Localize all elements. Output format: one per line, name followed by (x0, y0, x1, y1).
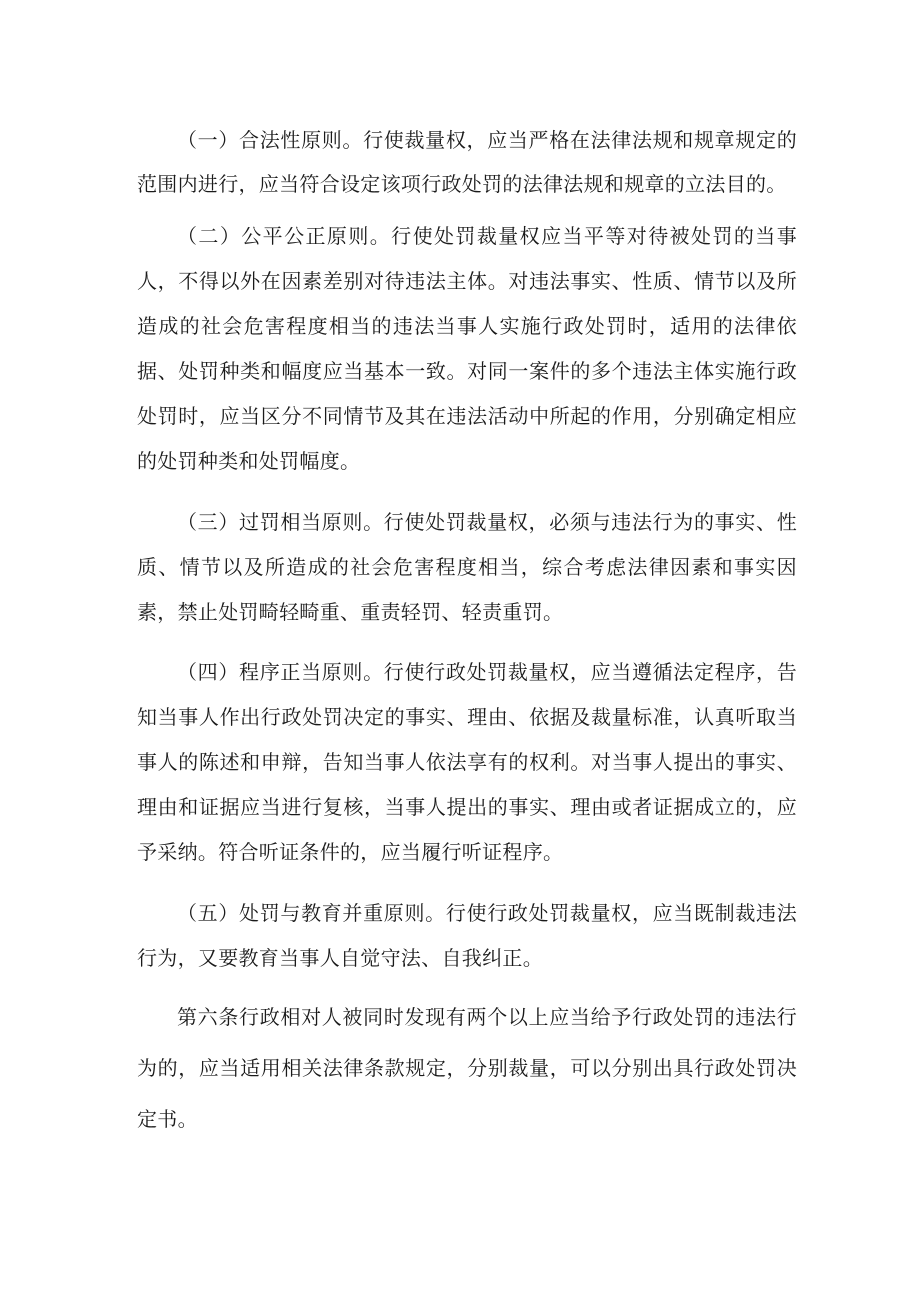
paragraph-principle-fairness: （二）公平公正原则。行使处罚裁量权应当平等对待被处罚的当事人，不得以外在因素差别对待违法主体。对违法事实、性质、情节以及所造成的社会危害程度相当的违法当事人实施行政处罚时，适用的法律依据、处罚种类和幅度应当基本一致。对同一案件的多个违法主体实施行政处罚时，应当区分不同情节及其在违法活动中所起的作用，分别确定相应的处罚种类和处罚幅度。 (137, 224, 797, 473)
paragraph-article-six: 第六条行政相对人被同时发现有两个以上应当给予行政处罚的违法行为的，应当适用相关法律条款规定，分别裁量，可以分别出具行政处罚决定书。 (137, 1005, 797, 1131)
paragraph-principle-proportionality: （三）过罚相当原则。行使处罚裁量权，必须与违法行为的事实、性质、情节以及所造成的社会危害程度相当，综合考虑法律因素和事实因素，禁止处罚畸轻畸重、重责轻罚、轻责重罚。 (137, 510, 797, 624)
paragraph-principle-legality: （一）合法性原则。行使裁量权，应当严格在法律法规和规章规定的范围内进行，应当符合设定该项行政处罚的法律法规和规章的立法目的。 (137, 128, 797, 196)
paragraph-principle-education: （五）处罚与教育并重原则。行使行政处罚裁量权，应当既制裁违法行为，又要教育当事人自觉守法、自我纠正。 (137, 901, 797, 970)
paragraph-principle-due-process: （四）程序正当原则。行使行政处罚裁量权，应当遵循法定程序，告知当事人作出行政处罚决定的事实、理由、依据及裁量标准，认真听取当事人的陈述和申辩，告知当事人依法享有的权利。对当事人提出的事实、理由和证据应当进行复核，当事人提出的事实、理由或者证据成立的，应予采纳。符合听证条件的，应当履行听证程序。 (137, 660, 797, 864)
